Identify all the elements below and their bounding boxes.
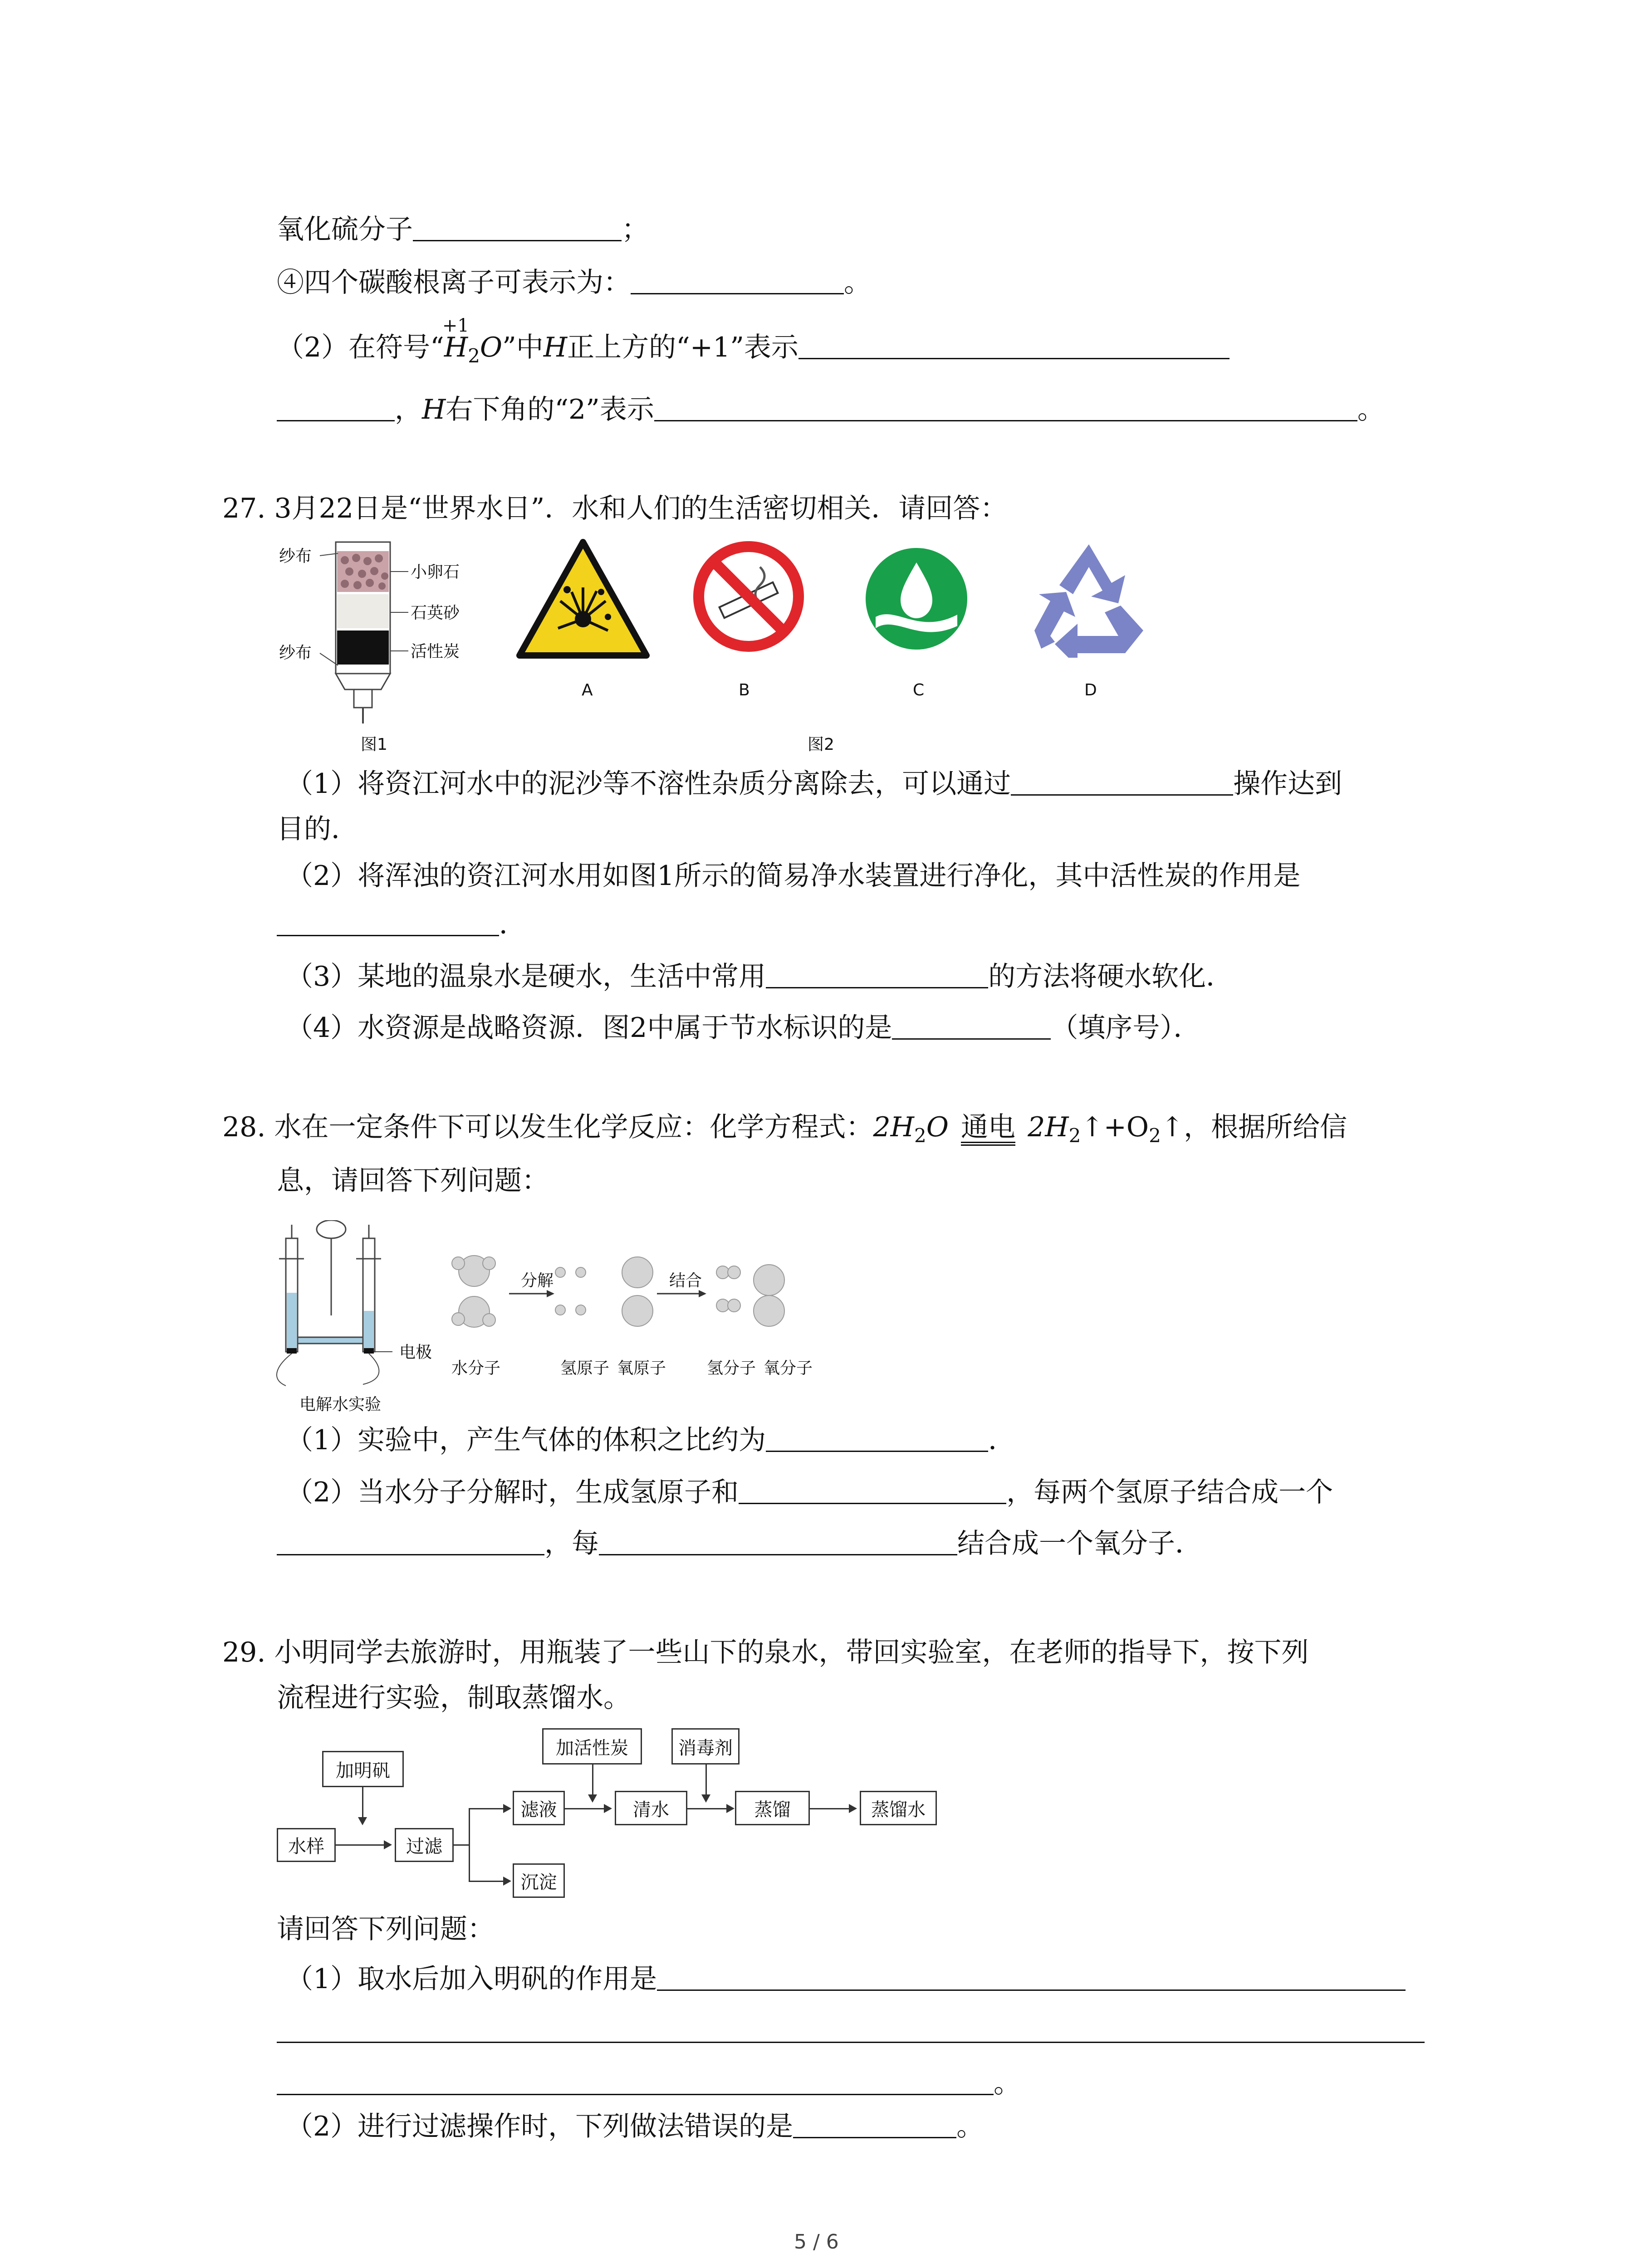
flow-box-filtrate: 滤液 [513,1791,565,1825]
q28-part2-cont: ，每 结合成一个氧分子． [277,1526,1202,1561]
explosive-sign [515,538,651,660]
q26-part2-cont: ，H右下角的“2”表示 。 [277,392,1385,427]
answer-blank[interactable] [277,1529,544,1555]
filter-label-quartz: 石英砂 [411,604,460,622]
q28-part2: （2）当水分子分解时，生成氢原子和 ，每两个氢原子结合成一个 [286,1476,1333,1508]
molecule-diagram [449,1252,812,1343]
answer-blank[interactable] [413,215,622,241]
flow-box-alum: 加明矾 [322,1751,404,1787]
answer-blank[interactable] [798,332,1230,359]
answer-blank[interactable] [277,909,499,936]
q26-line2: ④四个碳酸根离子可表示为： 。 [277,267,871,298]
h2o-symbol: H +1 [442,315,469,363]
combine-label: 结合 [669,1271,702,1290]
filter-label-gauze-top: 纱布 [279,547,312,566]
q26-part2: （2）在符号“H +1 $_2$O”中H正上方的“+1”表示 [277,330,1230,373]
decompose-label: 分解 [521,1271,554,1290]
flow-box-distill: 蒸馏 [735,1791,810,1825]
flow-box-water-sample: 水样 [277,1828,336,1862]
q28-title-cont: 息，请回答下列问题： [277,1165,549,1197]
q29-title: 29. 小明同学去旅游时，用瓶装了一些山下的泉水，带回实验室，在老师的指导下，按下列 [222,1637,1309,1668]
sign-label-c: C [913,681,925,699]
flow-box-clear-water: 清水 [615,1791,687,1825]
answer-blank[interactable] [277,395,395,421]
filter-label-pebble: 小卵石 [411,563,460,582]
answer-blank[interactable] [631,268,844,294]
electrode-label: 电极 [399,1343,432,1362]
q26-line1: 氧化硫分子 ； [277,214,649,245]
answer-blank[interactable] [599,1529,957,1555]
hydrogen-molecule-label: 氢分子 [707,1359,756,1378]
oxygen-atom-label: 氧原子 [617,1359,666,1378]
sign-label-a: A [582,681,593,699]
equation-condition: 通电 [961,1113,1015,1146]
flow-arrow [810,1808,855,1809]
filter-label-gauze-bottom: 纱布 [279,644,312,662]
flow-arrow [592,1765,593,1801]
activated-carbon-layer [337,631,389,665]
q28-part1: （1）实验中，产生气体的体积之比约为 ． [286,1424,1016,1456]
answer-blank[interactable] [654,395,1357,421]
answer-blank[interactable] [657,1964,1406,1991]
oxygen-molecule-label: 氧分子 [764,1359,813,1378]
flow-box-activated-carbon: 加活性炭 [542,1728,642,1765]
no-smoking-sign [692,540,805,653]
flow-arrow [469,1881,509,1882]
flow-box-precipitate: 沉淀 [513,1863,565,1898]
answer-blank[interactable] [766,1425,988,1452]
q27-title: 27. 3月22日是“世界水日”．水和人们的生活密切相关．请回答： [222,493,1008,524]
sign-label-d: D [1084,681,1097,699]
flow-arrow [705,1765,707,1801]
answer-blank[interactable] [1011,769,1233,796]
page-number: 5 / 6 [794,2230,839,2253]
flow-arrow [362,1787,363,1823]
water-saving-sign [864,547,969,651]
answer-blank[interactable] [793,2112,956,2138]
flow-arrow [469,1808,509,1809]
q27-part1-cont: 目的． [277,813,358,845]
filter-label-carbon: 活性炭 [411,642,460,661]
sign-label-b: B [739,681,750,699]
electrolysis-caption: 电解水实验 [299,1395,382,1414]
q29-ask: 请回答下列问题： [277,1913,495,1945]
flow-box-filter: 过滤 [395,1828,454,1862]
q27-part3: （3）某地的温泉水是硬水，生活中常用 的方法将硬水软化． [286,961,1234,992]
flow-box-distilled-water: 蒸馏水 [860,1791,937,1825]
q27-part2-cont: ． [277,907,526,942]
flow-box-disinfectant: 消毒剂 [671,1728,740,1765]
flow-connector [469,1808,470,1882]
quartz-sand-layer [337,594,389,628]
q27-part1: （1）将资江河水中的泥沙等不溶性杂质分离除去，可以通过 操作达到 [286,768,1342,800]
q29-part1: （1）取水后加入明矾的作用是 [286,1962,1406,1996]
answer-blank[interactable] [277,2016,1425,2043]
fig1-caption: 图1 [361,735,387,754]
flow-arrow [565,1808,610,1809]
fig2-caption: 图2 [808,735,834,754]
q29-title-cont: 流程进行实验，制取蒸馏水。 [277,1682,631,1714]
recycle-sign [1023,540,1155,658]
water-molecule-label: 水分子 [451,1359,501,1378]
q29-part1-line2 [277,2014,1425,2048]
hydrogen-atom-label: 氢原子 [560,1359,610,1378]
q28-title: 28. 水在一定条件下可以发生化学反应：化学方程式：$2H_2O$ 通电 $2H_2↑+O_2↑$，根据所给信 [222,1111,1347,1147]
flow-arrow [336,1844,390,1846]
flow-connector [454,1844,470,1846]
electrolysis-apparatus [272,1220,422,1393]
answer-blank[interactable] [277,2068,994,2095]
answer-blank[interactable] [766,962,988,988]
q29-part2: （2）进行过滤操作时，下列做法错误的是 。 [286,2111,984,2142]
flow-arrow [687,1808,733,1809]
q29-part1-line3: 。 [277,2066,1021,2101]
answer-blank[interactable] [739,1477,1006,1504]
q27-part4: （4）水资源是战略资源．图2中属于节水标识的是 （填序号）． [286,1012,1201,1044]
answer-blank[interactable] [892,1013,1051,1040]
q27-part2: （2）将浑浊的资江河水用如图1所示的简易净水装置进行净化，其中活性炭的作用是 [286,860,1301,892]
